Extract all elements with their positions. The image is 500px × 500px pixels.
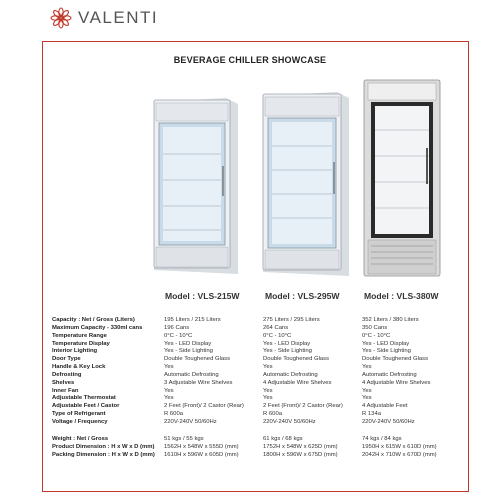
spec-label: Adjustable Thermostat (52, 395, 116, 402)
spec-value: Yes (362, 387, 372, 394)
spec-row (52, 452, 462, 460)
spec-value: 1950H x 615W x 610D (mm) (362, 443, 437, 450)
spec-value: 220V-240V 50/60Hz (362, 418, 415, 425)
spec-row (52, 436, 462, 444)
spec-label: Weight : Net / Gross (52, 435, 109, 442)
spec-value: R 600a (263, 411, 282, 418)
spec-label: Packing Dimension : H x W x D (mm) (52, 451, 155, 458)
spec-label: Temperature Display (52, 340, 110, 347)
spec-label: Adjustable Feet / Castor (52, 403, 120, 410)
spec-value: R 134a (362, 411, 381, 418)
spec-label: Handle & Key Lock (52, 364, 106, 371)
spec-row (52, 411, 462, 419)
spec-value: R 600a (164, 411, 183, 418)
spec-row (52, 380, 462, 388)
spec-label: Shelves (52, 379, 75, 386)
spec-value: 4 Adjustable Wire Shelves (362, 379, 431, 386)
spec-row (52, 341, 462, 349)
spec-row (52, 325, 462, 333)
spec-row (52, 317, 462, 325)
spec-row (52, 333, 462, 341)
spec-value: Yes (362, 395, 372, 402)
spec-row (52, 444, 462, 452)
spec-value: 352 Liters / 380 Liters (362, 317, 419, 323)
spec-value: 61 kgs / 68 kgs (263, 435, 303, 442)
spec-value: Yes (164, 387, 174, 394)
spec-row (52, 372, 462, 380)
spec-value: Automatic Defrosting (263, 371, 318, 378)
spec-label: Temperature Range (52, 332, 107, 339)
spec-value: 3 Adjustable Wire Shelves (164, 379, 233, 386)
spec-value: Yes (263, 364, 273, 371)
spec-value: 4 Adjustable Feet (362, 403, 408, 410)
spec-label: Type of Refrigerant (52, 411, 106, 418)
spec-value: 196 Cans (164, 324, 190, 331)
brand-name: VALENTI (78, 8, 159, 27)
spec-value: 1800H x 596W x 675D (mm) (263, 451, 338, 458)
spec-label: Maximum Capacity - 330ml cans (52, 324, 143, 331)
spec-row (52, 356, 462, 364)
model-heading-2: Model : VLS-295W (265, 291, 340, 301)
spec-value: 74 kgs / 84 kgs (362, 435, 402, 442)
spec-value: Yes (263, 387, 273, 394)
spec-value: Double Toughened Glass (263, 356, 330, 363)
spec-row (52, 395, 462, 403)
spec-value: 2042H x 710W x 670D (mm) (362, 451, 437, 458)
page-title: BEVERAGE CHILLER SHOWCASE (173, 55, 327, 65)
spec-value: 1752H x 548W x 625D (mm) (263, 443, 338, 450)
fridge-image-vls-215w (148, 96, 240, 276)
spec-value: Yes - Side Lighting (164, 348, 213, 355)
spec-label: Voltage / Frequency (52, 418, 108, 425)
spec-label: Defrosting (52, 371, 82, 378)
spec-value: Yes - LED Display (263, 340, 311, 347)
spec-value: Yes (263, 395, 273, 402)
spec-value: 220V-240V 50/60Hz (164, 418, 217, 425)
spec-value: 350 Cans (362, 324, 388, 331)
fridge-image-vls-380w (362, 78, 444, 278)
spec-value: Yes (164, 364, 174, 371)
spec-label: Door Type (52, 356, 81, 363)
spec-value: 51 kgs / 55 kgs (164, 435, 204, 442)
spec-value: 264 Cans (263, 324, 289, 331)
spec-table (52, 317, 462, 459)
spec-value: Yes - Side Lighting (362, 348, 411, 355)
fridge-image-vls-295w (257, 90, 351, 278)
spec-label: Product Dimension : H x W x D (mm) (52, 443, 155, 450)
spec-value: Double Toughened Glass (362, 356, 429, 363)
spec-row (52, 403, 462, 411)
spec-value: 0°C - 10°C (263, 332, 292, 339)
spec-label: Interior Lighting (52, 348, 98, 355)
spec-value: 2 Feet (Front)/ 2 Castor (Rear) (263, 403, 343, 410)
spec-value: 1562H x 548W x 555D (mm) (164, 443, 239, 450)
spec-label: Capacity : Net / Gross (Liters) (52, 317, 135, 323)
spec-value: 2 Feet (Front)/ 2 Castor (Rear) (164, 403, 244, 410)
spec-value: 1610H x 596W x 605D (mm) (164, 451, 239, 458)
spec-value: Yes - LED Display (362, 340, 410, 347)
flower-logo-icon (50, 7, 72, 29)
spec-row (52, 388, 462, 396)
spec-value: 0°C - 10°C (362, 332, 391, 339)
model-heading-3: Model : VLS-380W (364, 291, 439, 301)
spec-row (52, 364, 462, 372)
spec-value: Automatic Defrosting (164, 371, 219, 378)
spec-value: 275 Liters / 295 Liters (263, 317, 320, 323)
spec-value: Double Toughened Glass (164, 356, 231, 363)
spec-value: Automatic Defrosting (362, 371, 417, 378)
spec-value: 220V-240V 50/60Hz (263, 418, 316, 425)
spec-value: Yes (362, 364, 372, 371)
spec-label: Inner Fan (52, 387, 79, 394)
spec-value: Yes - LED Display (164, 340, 212, 347)
spec-value: Yes - Side Lighting (263, 348, 312, 355)
spec-value: 4 Adjustable Wire Shelves (263, 379, 332, 386)
model-heading-1: Model : VLS-215W (165, 291, 240, 301)
brand-logo (50, 6, 158, 30)
spec-value: 0°C - 10°C (164, 332, 193, 339)
spec-value: 195 Liters / 215 Liters (164, 317, 221, 323)
spec-row (52, 419, 462, 427)
spec-row (52, 348, 462, 356)
spec-value: Yes (164, 395, 174, 402)
